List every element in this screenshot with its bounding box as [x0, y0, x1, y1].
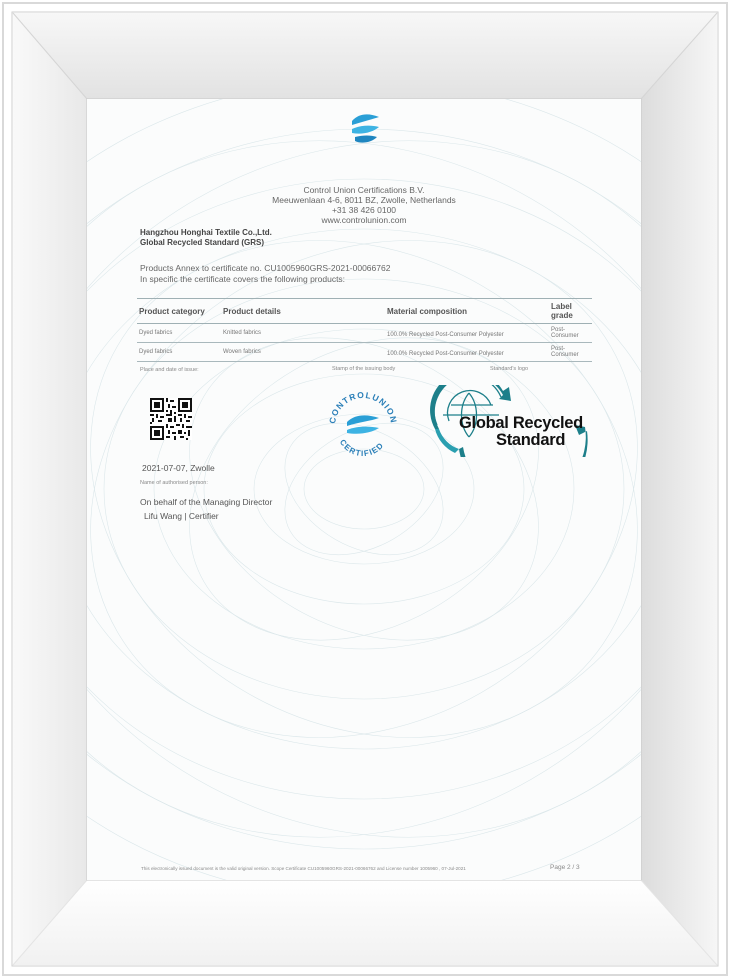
holder-standard: Global Recycled Standard (GRS)	[140, 238, 265, 247]
table-row	[137, 343, 592, 362]
svg-text:CERTIFIED	[338, 438, 386, 458]
products-table	[137, 298, 592, 362]
cell-product-category: Dyed fabrics	[137, 343, 221, 362]
control-union-logo	[349, 111, 381, 145]
signer-name: Lifu Wang | Certifier	[144, 511, 219, 521]
qr-code	[150, 398, 192, 440]
issuer-name: Control Union Certifications B.V.	[303, 185, 425, 195]
cell-product-details: Woven fabrics	[221, 343, 385, 362]
stamp-label: Stamp of the issuing body	[332, 366, 396, 372]
annex-scope-line: In specific the certificate covers the following products:	[140, 274, 346, 284]
page-number: Page 2 / 3	[550, 864, 580, 871]
control-union-certified-stamp	[323, 384, 403, 464]
stamp-bottom-text: CERTIFIED	[337, 437, 386, 459]
header-label-grade: Label grade	[549, 299, 592, 324]
standard-logo-label: Standard's logo	[490, 366, 529, 372]
table-row	[137, 324, 592, 343]
cell-product-category: Dyed fabrics	[137, 324, 221, 343]
annex-certificate-line: Products Annex to certificate no. CU1005960GRS-2021-00066762	[140, 263, 391, 273]
footer-note: This electronically issued document is the valid original version. Scope Certificate CU1005960GRS-2021-00066762 and License number 1005960 , 07-Jul-2021	[141, 866, 466, 871]
header-product-category: Product category	[137, 299, 221, 324]
issue-date-place: 2021-07-07, Zwolle	[142, 463, 215, 473]
cell-material-composition: 100.0% Recycled Post-Consumer Polyester	[385, 343, 549, 362]
table-header-row	[137, 299, 592, 324]
authorised-person-label: Name of authorised person:	[140, 480, 208, 486]
certificate-page	[87, 99, 641, 880]
grs-logo-line1: Global Recycled	[459, 414, 583, 432]
cell-label-grade: Post-Consumer	[549, 343, 592, 362]
issuer-website: www.controlunion.com	[321, 215, 407, 225]
cell-material-composition: 100.0% Recycled Post-Consumer Polyester	[385, 324, 549, 343]
issuer-address: Meeuwenlaan 4-6, 8011 BZ, Zwolle, Netherlands	[272, 195, 456, 205]
cell-product-details: Knitted fabrics	[221, 324, 385, 343]
issuer-phone: +31 38 426 0100	[331, 205, 397, 215]
grs-logo-line2: Standard	[496, 431, 566, 449]
cell-label-grade: Post-Consumer	[549, 324, 592, 343]
holder-company: Hangzhou Honghai Textile Co.,Ltd.	[140, 228, 272, 237]
header-product-details: Product details	[221, 299, 385, 324]
place-date-label: Place and date of issue:	[140, 367, 199, 373]
header-material-composition: Material composition	[385, 299, 549, 324]
on-behalf-text: On behalf of the Managing Director	[140, 497, 273, 507]
stamp-top-text: CONTROLUNION	[326, 389, 400, 425]
